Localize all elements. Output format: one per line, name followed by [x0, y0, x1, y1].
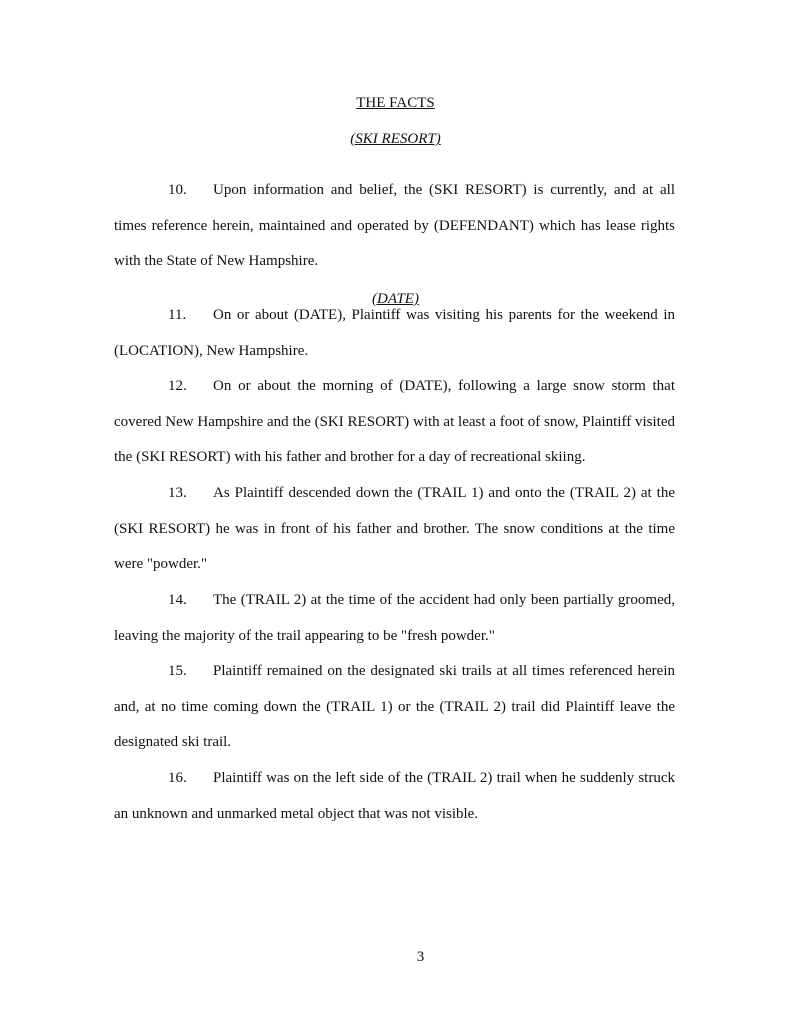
paragraph-text: On or about the morning of (DATE), following a large snow storm that covered New Hampshire and the (SKI RESORT) with at least a foot of snow, Plaintiff visited the (SKI RESORT) with his father and brother for a day of recreational skiing. [114, 378, 675, 465]
paragraph-12 [114, 369, 675, 476]
paragraph-text: Plaintiff remained on the designated ski trails at all times referenced herein and, at no time coming down the (TRAIL 1) or the (TRAIL 2) trail did Plaintiff leave the designated ski trail. [114, 663, 675, 750]
paragraph-number: 13. [168, 485, 187, 501]
paragraph-number: 10. [168, 182, 187, 198]
paragraph-number: 12. [168, 378, 187, 394]
paragraph-text: The (TRAIL 2) at the time of the accident had only been partially groomed, leaving the majority of the trail appearing to be "fresh powder." [114, 592, 675, 644]
paragraph-14 [114, 583, 675, 654]
paragraph-11 [114, 298, 675, 369]
page-number: 3 [416, 949, 425, 965]
paragraph-16 [114, 761, 675, 832]
paragraph-number: 16. [168, 770, 187, 786]
paragraph-number: 14. [168, 592, 187, 608]
section-title-text: THE FACTS [356, 95, 435, 111]
paragraph-text: Plaintiff was on the left side of the (TRAIL 2) trail when he suddenly struck an unknown and unmarked metal object that was not visible. [114, 770, 675, 822]
subheading-ski-resort-text: (SKI RESORT) [350, 131, 441, 147]
subheading-ski-resort [0, 130, 791, 148]
paragraph-10 [114, 173, 675, 280]
paragraph-text: As Plaintiff descended down the (TRAIL 1) and onto the (TRAIL 2) at the (SKI RESORT) he was in front of his father and brother. The snow conditions at the time were "powder." [114, 485, 675, 572]
subheading-date-text: (DATE) [372, 291, 419, 307]
paragraph-13 [114, 476, 675, 583]
paragraph-text: Upon information and belief, the (SKI RESORT) is currently, and at all times reference herein, maintained and operated by (DEFENDANT) which has lease rights with the State of New Hampshire. [114, 182, 675, 269]
paragraph-number: 15. [168, 663, 187, 679]
paragraph-15 [114, 654, 675, 761]
paragraph-number: 11. [168, 307, 187, 323]
section-title [0, 94, 791, 112]
paragraph-text: On or about (DATE), Plaintiff was visiting his parents for the weekend in (LOCATION), New Hampshire. [114, 307, 675, 359]
